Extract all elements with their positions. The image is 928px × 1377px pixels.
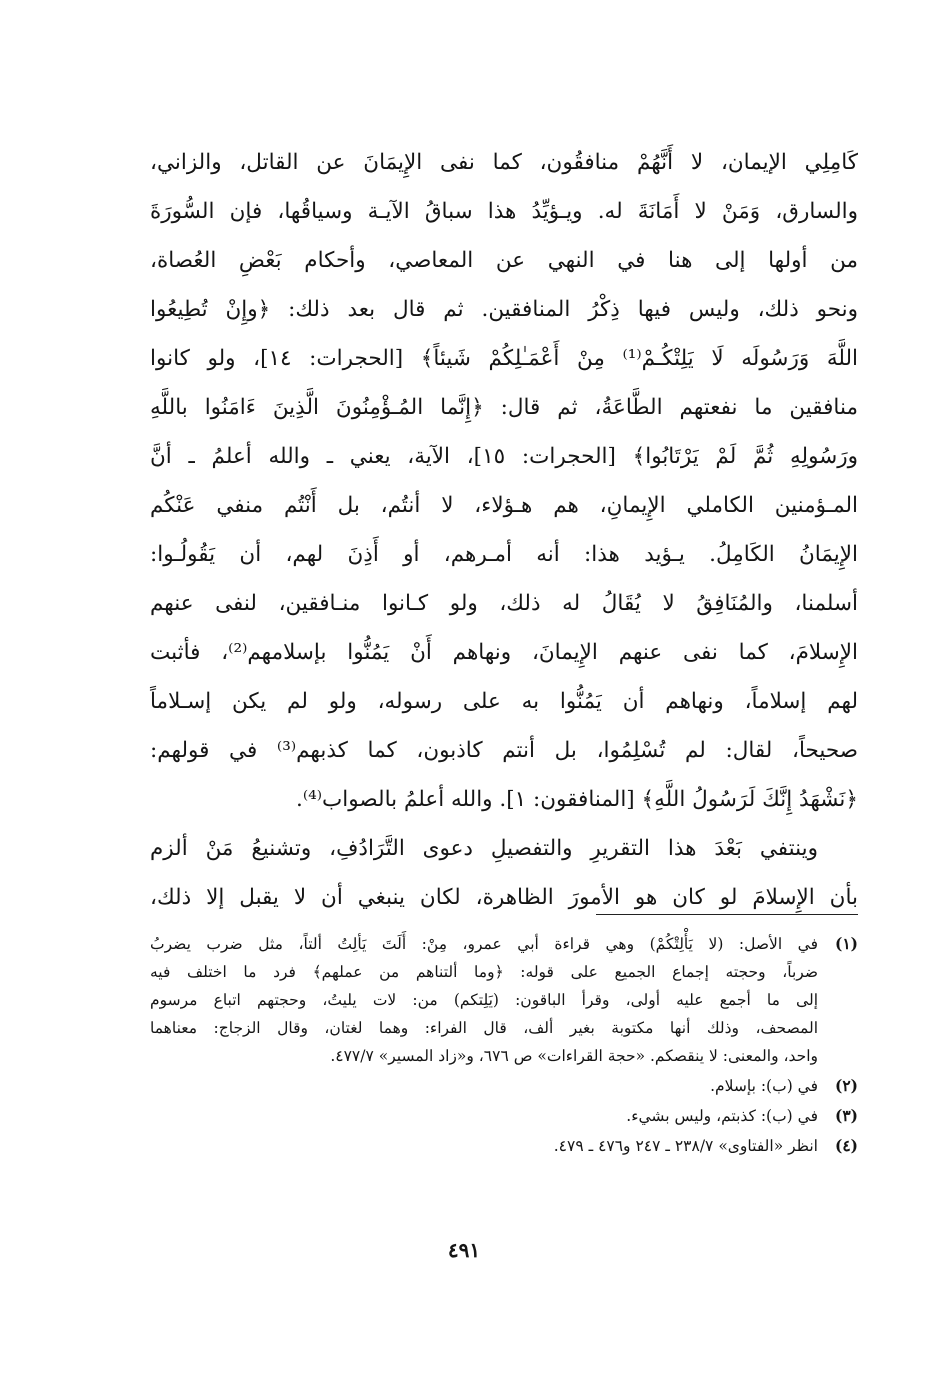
footnote-2	[150, 1072, 858, 1100]
text-line: منافقين ما نفعتهم الطَّاعَةُ، ثم قال: ﴿إِنَّما المُـؤْمِنُونَ الَّذِينَ ءَامَنُوا باللَّهِ	[150, 395, 858, 420]
text-line: صحيحاً، لقال: لم تُسْلِمُوا، بل أنتم كاذبون، كما كذبهم⁽³⁾ في قولهم:	[150, 738, 858, 763]
text-line: الإِيمَانُ الكَامِلُ. يـؤيد هذا: أنه أمـرهم، أو أَذِنَ لهم، أن يَقُولُـوا:	[150, 542, 858, 567]
footnote-line: في الأصل: (لا يَأْلِتْكُمْ) وهي قراءة أبي عمرو، مِنْ: أَلَتَ يَألِتُ ألتاً، مثل ضرب يضربُ	[150, 935, 818, 953]
footnote-number: (١)	[834, 934, 858, 953]
text-line: الإِسلامَ، كما نفى عنهم الإِيمانَ، ونهاهم أَنْ يَمُنُّوا بإسلامهم⁽²⁾، فأثبت	[150, 640, 858, 665]
text-line: والسارق، وَمَنْ لا أَمَانَةَ له. ويـؤيِّدُ هذا سباقُ الآيـة وسياقُها، فإن السُّورَةَ	[150, 199, 858, 224]
text-line: اللَّهَ وَرَسُولَه لَا يَلِتْكُـمْ⁽¹⁾ مِنْ أَعْمَـٰلِكُمْ شَيئاً﴾ [الحجرات: ١٤]، ولو كانوا	[150, 346, 859, 371]
text-line: ﴿نَشْهَدُ إِنَّكَ لَرَسُولُ اللَّهِ﴾ [المنافقون: ١]. والله أعلمُ بالصواب⁽⁴⁾.	[296, 787, 858, 812]
footnote-number: (٤)	[834, 1136, 858, 1155]
footnote-line: المصحف، وذلك أنها مكتوبة بغير ألف، قال الفراء: وهما لغتان، وقال الزجاج: معناهما	[150, 1019, 818, 1037]
footnote-body	[150, 1132, 818, 1160]
text-line: من أولها إلى هنا في النهي عن المعاصي، وأحكام بَعْضِ العُصاة،	[150, 248, 858, 273]
footnote-separator	[596, 914, 858, 915]
text-line: بأن الإِسلامَ لو كان هو الأمورَ الظاهرة، لكان ينبغي أن لا يقبل إلا ذلك،	[150, 885, 858, 910]
footnote-body	[150, 1102, 818, 1130]
page-number: ٤٩١	[447, 1238, 481, 1262]
footnote-1	[150, 930, 858, 1070]
footnote-body	[150, 930, 818, 1070]
text-line: ونحو ذلك، وليس فيها ذِكْرُ المنافقين. ثم قال بعد ذلك: ﴿وإِنْ تُطِيعُوا	[150, 297, 858, 322]
footnote-line: واحد، والمعنى: لا ينقصكم. «حجة القراءات» ص ٦٧٦، و«زاد المسير» ٤٧٧/٧.	[330, 1047, 818, 1065]
footnote-number: (٣)	[834, 1106, 858, 1125]
footnote-line: في (ب): بإسلام.	[710, 1077, 818, 1095]
main-text	[150, 138, 858, 922]
footnote-line: ضرباً، وحجته إجماع الجميع على قوله: ﴿وما ألتناهم من عملهم﴾ فرد ما اختلف فيه	[150, 963, 818, 981]
footnote-line: انظر «الفتاوى» ٢٣٨/٧ ـ ٢٤٧ و٤٧٦ ـ ٤٧٩.	[553, 1137, 818, 1155]
paragraph-start-line: وينتفي بَعْدَ هذا التقريرِ والتفصيلِ دعوى التَّرَادُفِ، وتشنيعُ مَنْ ألزم	[150, 836, 818, 861]
text-line: ورَسُولِهِ ثُمَّ لَمْ يَرْتَابُوا﴾ [الحجرات: ١٥]، الآية، يعني ـ والله أعلمُ ـ أنَّ	[150, 444, 858, 469]
footnote-3	[150, 1102, 858, 1130]
text-line: لهم إسلاماً، ونهاهم أن يَمُنُّوا به على رسوله، ولو لم يكن إسـلاماً	[150, 689, 858, 714]
text-line: المـؤمنين الكاملي الإِيمانِ، هم هـؤلاء، لا أنتُم، بل أَنْتُم منفي عَنْكُم	[150, 493, 858, 518]
footnote-line: في (ب): كذبتم، وليس بشيء.	[626, 1107, 818, 1125]
footnote-number: (٢)	[834, 1076, 858, 1095]
text-line: أسلمنا، والمُنَافِقُ لا يُقَالُ له ذلك، ولو كـانوا منـافقين، لنفى عنهم	[150, 591, 858, 616]
footnote-4	[150, 1132, 858, 1160]
footnote-line: إلى ما أجمع عليه أولى، وقرأ الباقون: (يَلِتكم) من: لات يليتُ، وحجتهم اتباع مرسوم	[150, 991, 818, 1009]
footnote-body	[150, 1072, 818, 1100]
text-line: كَامِلِي الإيمان، لا أَنَّهُمْ منافقُون، كما نفى الإِيمَانَ عن القاتل، والزاني،	[150, 150, 858, 175]
footnotes	[150, 930, 858, 1162]
